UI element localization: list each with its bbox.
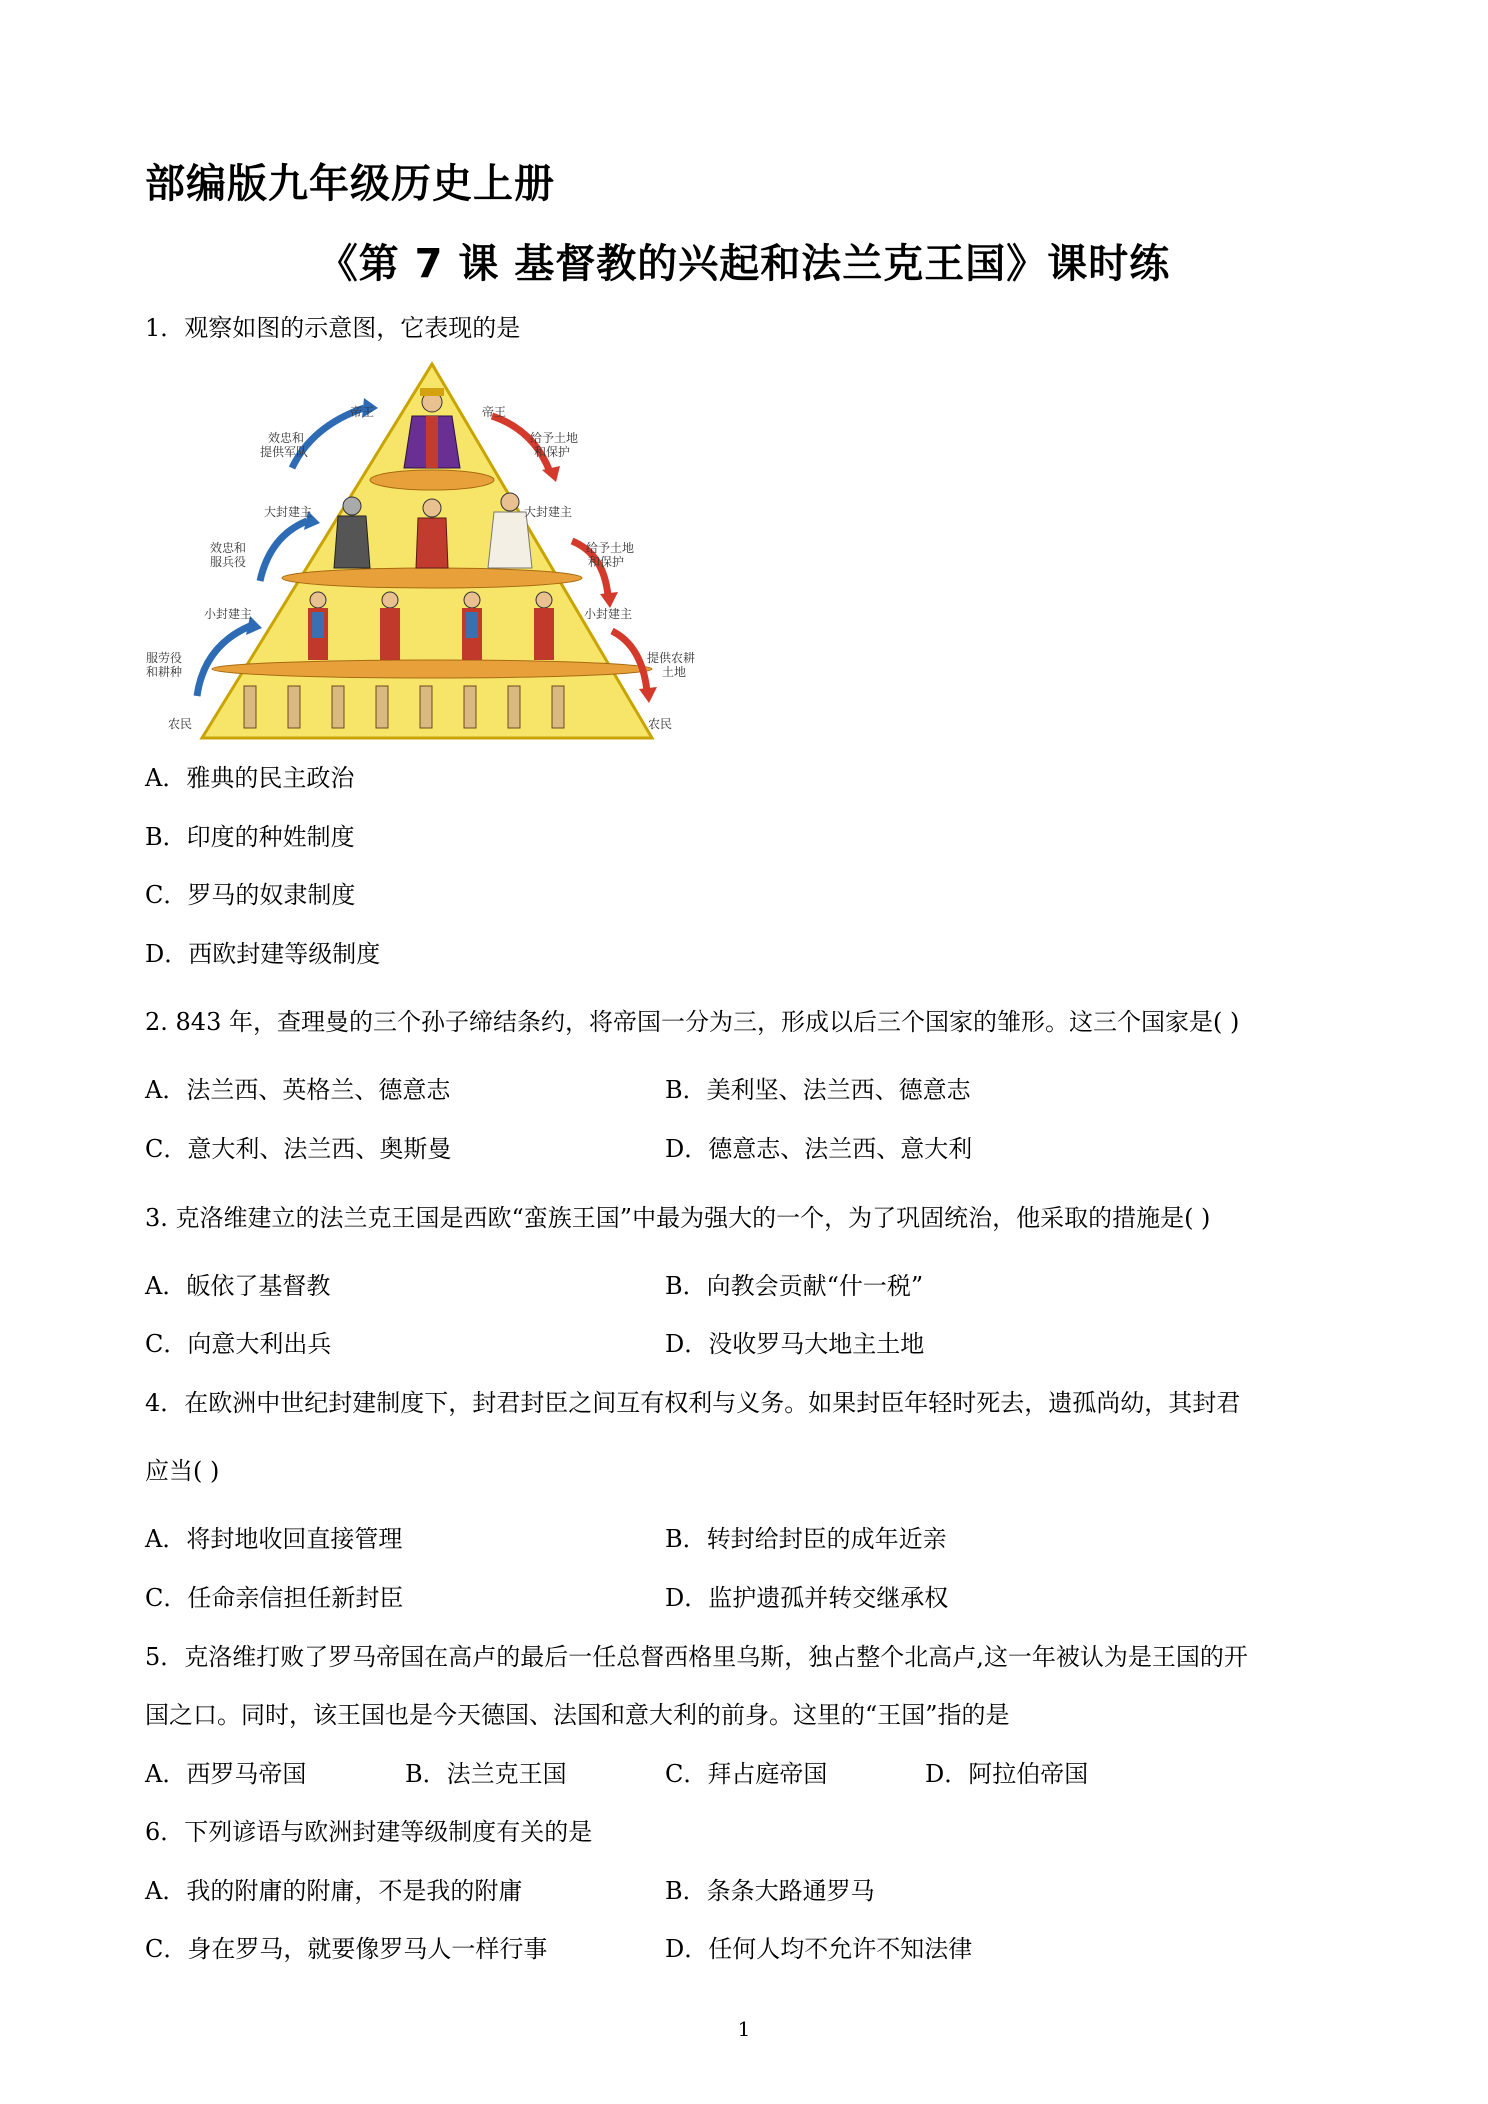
- q4-stem-line2: 应当( ): [145, 1457, 220, 1485]
- q5-option-d: D．阿拉伯帝国: [925, 1760, 1089, 1788]
- left-label-loyalty-1b: 提供军队: [260, 445, 309, 459]
- document-title: 部编版九年级历史上册: [145, 161, 555, 207]
- right-label-great-lord: 大封建主: [524, 505, 573, 519]
- q4-stem-line1: 4．在欧洲中世纪封建制度下，封君封臣之间互有权利与义务。如果封臣年轻时死去，遗孤尚幼，其封君: [145, 1389, 1241, 1417]
- page-number: 1: [737, 2017, 751, 2041]
- q5-stem-line1: 5．克洛维打败了罗马帝国在高卢的最后一任总督西格里乌斯，独占整个北高卢,这一年被认为是王国的开: [145, 1643, 1248, 1671]
- feudal-hierarchy-figure: [142, 356, 722, 748]
- q6-option-d: D．任何人均不允许不知法律: [665, 1935, 973, 1963]
- right-label-peasant: 农民: [648, 717, 673, 731]
- lesson-title: 《第 7 课 基督教的兴起和法兰克王国》课时练: [317, 241, 1171, 287]
- q6-option-c: C．身在罗马，就要像罗马人一样行事: [145, 1935, 548, 1963]
- feudal-pyramid-diagram: [142, 356, 722, 748]
- q2-option-c: C．意大利、法兰西、奥斯曼: [145, 1135, 452, 1163]
- q4-option-d: D．监护遗孤并转交继承权: [665, 1584, 949, 1612]
- q1-option-b: B．印度的种姓制度: [145, 823, 355, 851]
- left-label-great-lord: 大封建主: [264, 505, 313, 519]
- right-label-emperor: 帝王: [482, 405, 507, 419]
- q2-stem: 2. 843 年，查理曼的三个孙子缔结条约，将帝国一分为三，形成以后三个国家的雏形。这三个国家是( ): [145, 1008, 1240, 1036]
- q6-option-b: B．条条大路通罗马: [665, 1877, 875, 1905]
- right-label-land-2a: 给予土地: [586, 541, 635, 555]
- q5-option-c: C．拜占庭帝国: [665, 1760, 828, 1788]
- left-label-loyalty-1a: 效忠和: [268, 431, 305, 445]
- q6-option-a: A．我的附庸的附庸，不是我的附庸: [145, 1877, 523, 1905]
- q1-option-d: D．西欧封建等级制度: [145, 940, 381, 968]
- q3-option-a: A．皈依了基督教: [145, 1272, 331, 1300]
- q1-stem: 1．观察如图的示意图，它表现的是: [145, 314, 521, 342]
- q3-option-b: B．向教会贡献“什一税”: [665, 1272, 924, 1300]
- left-label-loyalty-2a: 效忠和: [210, 541, 247, 555]
- right-label-land-2b: 和保护: [588, 555, 625, 569]
- q2-option-d: D．德意志、法兰西、意大利: [665, 1135, 973, 1163]
- q3-stem: 3. 克洛维建立的法兰克王国是西欧“蛮族王国”中最为强大的一个，为了巩固统治，他采取的措施是( ): [145, 1204, 1211, 1232]
- right-label-small-lord: 小封建主: [584, 607, 633, 621]
- left-label-loyalty-2b: 服兵役: [210, 555, 247, 569]
- right-label-farmland-b: 土地: [662, 665, 687, 679]
- q2-option-a: A．法兰西、英格兰、德意志: [145, 1076, 451, 1104]
- left-label-peasant: 农民: [168, 717, 193, 731]
- q4-option-b: B．转封给封臣的成年近亲: [665, 1525, 947, 1553]
- q2-option-b: B．美利坚、法兰西、德意志: [665, 1076, 971, 1104]
- left-label-small-lord: 小封建主: [204, 607, 253, 621]
- king-platform: [370, 470, 494, 490]
- q1-option-a: A．雅典的民主政治: [145, 764, 355, 792]
- right-label-land-1a: 给予土地: [530, 431, 579, 445]
- q4-option-a: A．将封地收回直接管理: [145, 1525, 403, 1553]
- q3-option-c: C．向意大利出兵: [145, 1330, 332, 1358]
- left-label-labor-b: 和耕种: [146, 665, 183, 679]
- q5-stem-line2: 国之口。同时，该王国也是今天德国、法国和意大利的前身。这里的“王国”指的是: [145, 1701, 1010, 1729]
- knights-platform: [212, 660, 652, 678]
- q4-option-c: C．任命亲信担任新封臣: [145, 1584, 404, 1612]
- q5-option-b: B．法兰克王国: [405, 1760, 567, 1788]
- right-label-land-1b: 和保护: [534, 445, 571, 459]
- right-label-farmland-a: 提供农耕: [647, 651, 696, 665]
- q3-option-d: D．没收罗马大地主土地: [665, 1330, 925, 1358]
- left-label-emperor: 帝王: [350, 405, 375, 419]
- q5-option-a: A．西罗马帝国: [145, 1760, 307, 1788]
- left-label-labor-a: 服劳役: [146, 651, 183, 665]
- q1-option-c: C．罗马的奴隶制度: [145, 881, 356, 909]
- q6-stem: 6．下列谚语与欧洲封建等级制度有关的是: [145, 1818, 593, 1846]
- lords-platform: [282, 568, 582, 588]
